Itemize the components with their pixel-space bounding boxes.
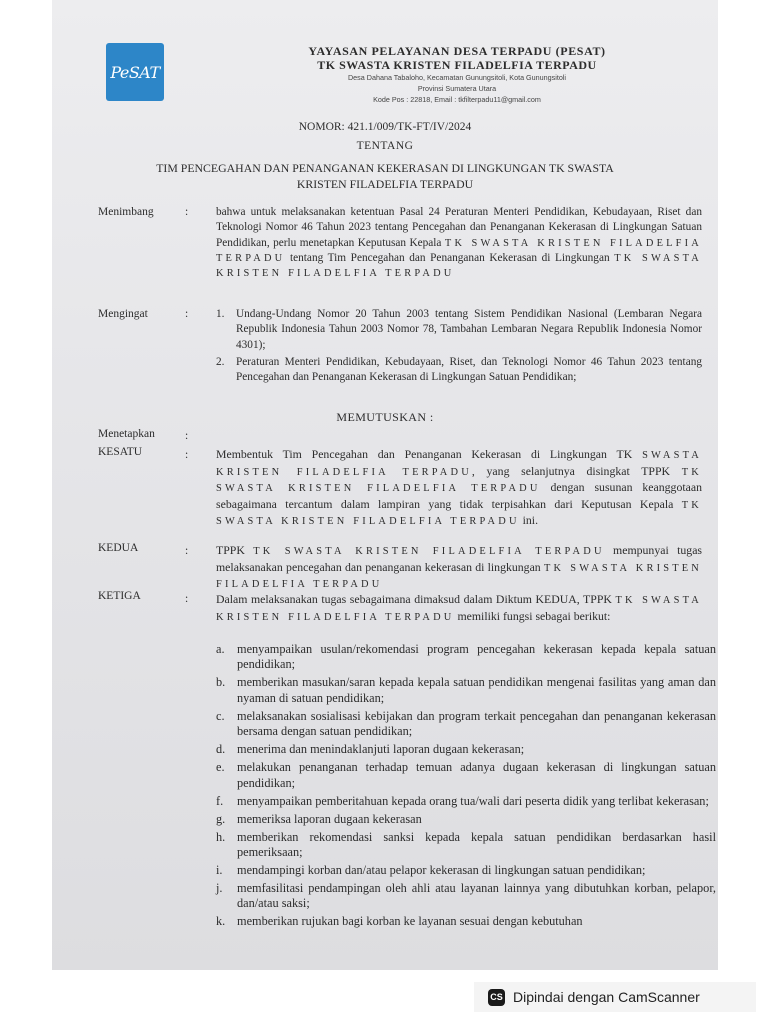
ketiga-intro: Dalam melaksanakan tugas sebagaimana dimaksud dalam Diktum KEDUA, TPPK TK SWASTA KRISTEN FILADELFIA TERPADU memiliki fungsi sebagai berikut:	[216, 592, 702, 623]
mengingat-label: Mengingat	[98, 308, 148, 320]
menetapkan-colon: :	[185, 430, 189, 442]
menimbang-school-1: TK SWASTA KRISTEN FILADELFIA TERPADU	[216, 237, 703, 264]
kesatu-label: KESATU	[98, 446, 143, 458]
list-item: k. memberikan rujukan bagi korban ke layanan sesuai dengan kebutuhan	[216, 914, 583, 929]
title-line-1: TIM PENCEGAHAN DAN PENANGANAN KEKERASAN DI LINGKUNGAN TK SWASTA	[156, 161, 614, 175]
list-item: e. melakukan penanganan terhadap temuan adanya dugaan kekerasan di lingkungan satuan pendidikan;	[216, 760, 716, 790]
org-name: YAYASAN PELAYANAN DESA TERPADU (PESAT)	[308, 44, 606, 58]
list-item: g. memeriksa laporan dugaan kekerasan	[216, 811, 422, 826]
menimbang-text-a: bahwa untuk melaksanakan ketentuan Pasal 24 Peraturan Menteri Pendidikan, Kebudayaan, Riset dan Teknologi Nomor 46 Tahun 2023 tentang Pencegahan dan Penanganan Kekerasan di Lingkungan Satuan Pendidikan, perlu menetapkan Keputusan Kepala	[216, 206, 702, 249]
list-item: f. menyampaikan pemberitahuan kepada orang tua/wali dari peserta didik yang terlibat kekerasan;	[216, 793, 709, 808]
menimbang-school-2: TK SWASTA KRISTEN FILADELFIA TERPADU	[216, 252, 702, 280]
scanned-page	[52, 0, 718, 970]
kedua-text: TPPK TK SWASTA KRISTEN FILADELFIA TERPADU mempunyai tugas melaksanakan pencegahan dan penanganan kekerasan di lingkungan TK SWASTA KRISTEN FILADELFIA TERPADU	[216, 543, 703, 591]
school-name: TK SWASTA KRISTEN FILADELFIA TERPADU	[317, 58, 597, 72]
list-item: i. mendampingi korban dan/atau pelapor kekerasan di lingkungan satuan pendidikan;	[216, 863, 646, 878]
mengingat-list	[216, 307, 702, 385]
menimbang-colon: :	[185, 206, 189, 218]
list-item: h. memberikan rekomendasi sanksi kepada kepala satuan pendidikan berdasarkan hasil pemeriksaan;	[216, 829, 716, 860]
kedua-colon: :	[185, 545, 189, 557]
camscanner-text: Dipindai dengan CamScanner	[513, 989, 700, 1005]
list-item: b. memberikan masukan/saran kepada kepala satuan pendidikan mengenai fasilitas yang aman dan nyaman di satuan pendidikan;	[216, 675, 716, 705]
ketiga-function-list	[216, 642, 716, 932]
menimbang-label: Menimbang	[98, 206, 154, 218]
menetapkan-label: Menetapkan	[98, 428, 155, 440]
camscanner-watermark	[474, 982, 756, 1012]
ketiga-label: KETIGA	[98, 590, 141, 602]
kedua-label: KEDUA	[98, 542, 139, 554]
mengingat-item: 2. Peraturan Menteri Pendidikan, Kebudayaan, Riset, dan Teknologi Nomor 46 Tahun 2023 tentang Pencegahan dan Penanganan Kekerasan di Lingkungan Satuan Pendidikan;	[216, 355, 702, 384]
address-line-1: Desa Dahana Tabaloho, Kecamatan Gunungsitoli, Kota Gunungsitoli	[347, 73, 567, 82]
address-line-3: Kode Pos : 22818, Email : tkfilterpadu11@gmail.com	[373, 95, 541, 104]
title-line-2: KRISTEN FILADELFIA TERPADU	[296, 177, 474, 191]
list-item: a. menyampaikan usulan/rekomendasi program pencegahan kekerasan kepada kepala satuan pendidikan;	[216, 642, 716, 672]
menimbang-text-c: tentang Tim Pencegahan dan Penanganan Kekerasan di Lingkungan	[289, 251, 610, 264]
camscanner-icon: CS	[488, 989, 505, 1006]
memutuskan-heading: MEMUTUSKAN :	[336, 410, 434, 424]
nomor: NOMOR: 421.1/009/TK-FT/IV/2024	[298, 121, 472, 133]
tentang: TENTANG	[356, 140, 414, 152]
list-item: d. menerima dan menindaklanjuti laporan dugaan kekerasan;	[216, 742, 525, 757]
address-line-2: Provinsi Sumatera Utara	[417, 84, 497, 93]
ketiga-colon: :	[185, 593, 189, 605]
list-item: j. memfasilitasi pendampingan oleh ahli atau layanan lainnya yang dibutuhkan korban, pelapor, dan/atau saksi;	[216, 881, 716, 911]
list-item: c. melaksanakan sosialisasi kebijakan dan program terkait pencegahan dan penanganan kekerasan bersama dengan satuan pendidikan;	[216, 708, 716, 739]
mengingat-item: 1. Undang-Undang Nomor 20 Tahun 2003 tentang Sistem Pendidikan Nasional (Lembaran Negara Republik Indonesia Tahun 2003 Nomor 78, Tambahan Lembaran Negara Republik Indonesia Nomor 4301);	[216, 308, 702, 351]
mengingat-colon: :	[185, 308, 189, 320]
kesatu-text: Membentuk Tim Pencegahan dan Penanganan Kekerasan di Lingkungan TK SWASTA KRISTEN FILADELFIA TERPADU, yang selanjutnya disingkat TPPK TK SWASTA KRISTEN FILADELFIA TERPADU dengan susunan keanggotaan sebagaimana tercantum dalam lampiran yang tidak terpisahkan dari Keputusan Kepala TK SWASTA KRISTEN FILADELFIA TERPADU ini.	[216, 447, 703, 528]
logo-text: PeSAT	[110, 62, 160, 82]
kesatu-colon: :	[185, 449, 189, 461]
pesat-logo	[106, 43, 164, 101]
menimbang-text	[216, 205, 702, 281]
